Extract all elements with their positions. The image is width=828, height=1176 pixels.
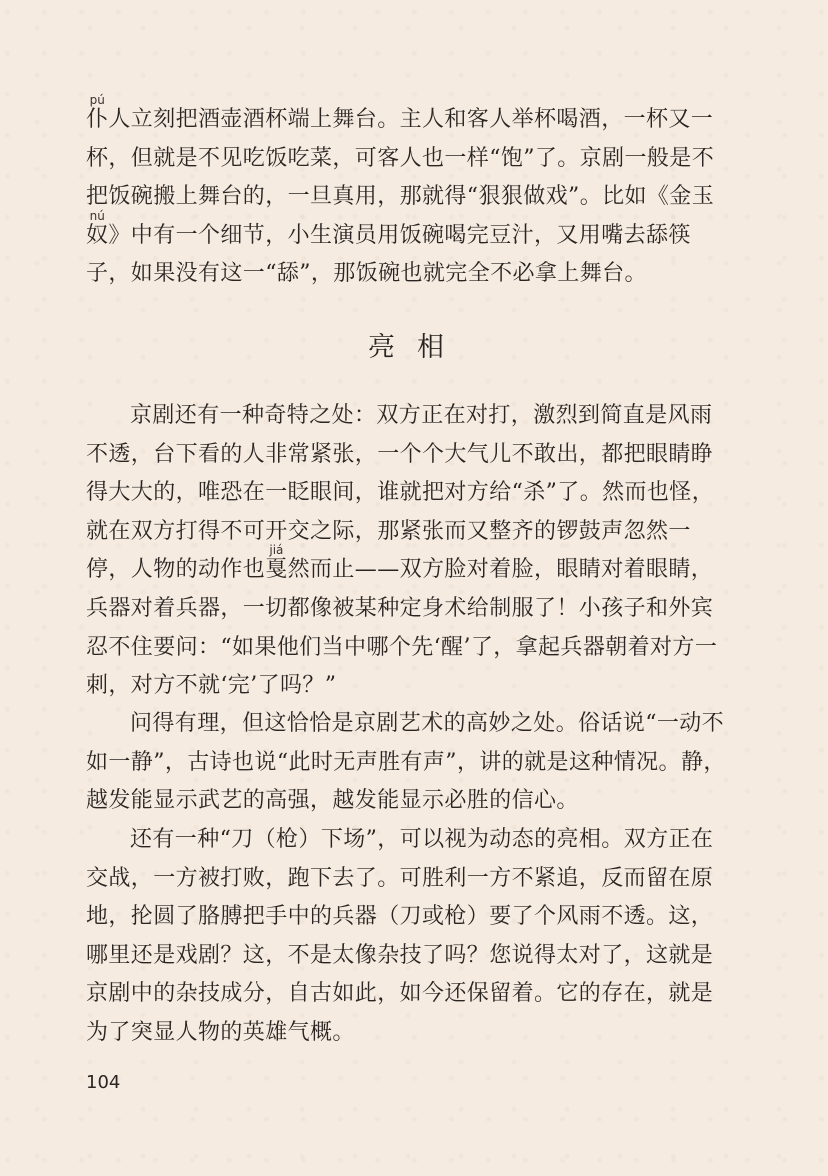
page-number: 104 [86,1072,121,1093]
paragraph-1: 仆pú人立刻把酒壶酒杯端上舞台。主人和客人举杯喝酒，一杯又一杯，但就是不见吃饭吃菜，可客人也一样“饱”了。京剧一般是不把饭碗搬上舞台的，一旦真用，那就得“狠狠做戏”。比如《金玉奴nú》中有一个细节，小生演员用饭碗喝完豆汁，又用嘴去舔筷子，如果没有这一“舔”，那饭碗也就完全不必拿上舞台。 [86,93,715,287]
ruby-pu: 仆pú [86,93,109,132]
ruby-jia: 戛jiá [265,543,288,583]
paragraph-3: 问得有理，但这恰恰是京剧艺术的高妙之处。俗话说“一动不如一静”，古诗也说“此时无声胜有声”，讲的就是这种情况。静，越发能显示武艺的高强，越发能显示必胜的信心。 [86,711,726,814]
ruby-nu: 奴nú [86,208,109,248]
paragraph-4: 还有一种“刀（枪）下场”，可以视为动态的亮相。双方正在交战，一方被打败，跑下去了。可胜利一方不紧追，反而留在原地，抡圆了胳膊把手中的兵器（刀或枪）要了个风雨不透。这，哪里还是戏剧？这，不是太像杂技了吗？您说得太对了，这就是京剧中的杂技成分，自古如此，如今还保留着。它的存在，就是为了突显人物的英雄气概。 [86,827,714,1045]
paragraph-2: 京剧还有一种奇特之处：双方正在对打，激烈到简直是风雨不透，台下看的人非常紧张，一个个大气儿不敢出，都把眼睛睁得大大的，唯恐在一眨眼间，谁就把对方给“杀”了。然而也怪，就在双方打得不可开交之际，那紧张而又整齐的锣鼓声忽然一停，人物的动作也戛jiá然而止——双方脸对着脸，眼睛对着眼睛，兵器对着兵器，一切都像被某种定身术给制服了！小孩子和外宾忍不住要问：“如果他们当中哪个先‘醒’了，拿起兵器朝着对方一刺，对方不就‘完’了吗？” [86,403,718,699]
section-title: 亮相 [368,332,466,363]
